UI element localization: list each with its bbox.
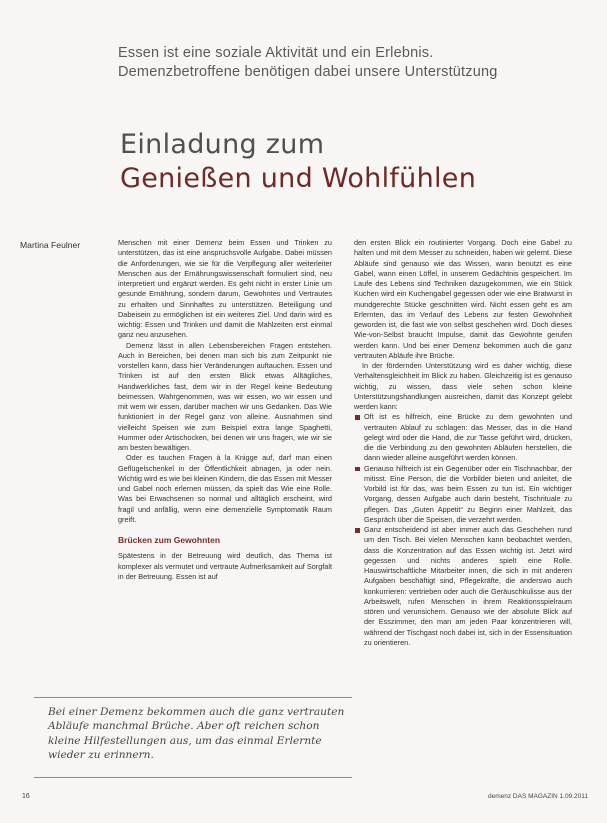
subheading: Brücken zum Gewohnten <box>118 535 221 545</box>
bullet-item: Oft ist es hilfreich, eine Brücke zu dem gewohnten und vertrauten Ablauf zu schlagen: das Messer, das in die Hand gelegt wird oder die Hand, die zur Tasse geführt wird, drücken, die die Verbindung zu den gewohnten Abläufen herstellen, die dann wieder alleine ausgeführt werden können. <box>354 412 572 463</box>
paragraph: Menschen mit einer Demenz beim Essen und Trinken zu unterstützen, das ist eine anspruchsvolle Aufgabe. Dabei müssen die Anforderungen, wie sie für die Verpflegung aller weiterleiter Menschen aus der Ernährungswissenschaft formuliert sind, neu interpretiert und ergänzt werden. Es geht nicht in erster Linie um gesunde Ernährung, sondern darum, Gewohntes und Vertrautes zu erhalten und Sinnhaftes zu unterstützen. Beteiligung und Dabeisein zu ermöglichen ist ein weiteres Ziel. Und darin wird es wichtig: Essen und Trinken und damit die Mahlzeiten erst einmal ganz neu anzusehen. <box>118 238 332 340</box>
paragraph: den ersten Blick ein routinierter Vorgang. Doch eine Gabel zu halten und mit dem Messer zu schneiden, haben wir gelernt. Diese Abläufe sind genauso wie das Wissen, wann benutzt es eine Gabel, wann einen Löffel, in unserem Gedächtnis gespeichert. Im Laufe des Lebens sind Techniken dazugekommen, wie ein Stück Kuchen wird ein Kuchengabel gegessen oder wie eine Bratwurst in mundgerechte Stücke geschnitten wird. Nicht essen geht es am Erlernten, das im Verlauf des Lebens zur festen Gewohnheit geworden ist, die fast wie von selbst geschehen wird. Doch dieses Wie-von-Selbst braucht Impulse, damit das Gewohnte gerufen werden kann. Und bei einer Demenz bekommen auch die ganz vertrauten Abläufe ihre Brüche. <box>354 238 572 360</box>
lead-line-1: Essen ist eine soziale Aktivität und ein Erlebnis. <box>118 45 434 61</box>
lead-text <box>118 44 558 82</box>
paragraph: Demenz lässt in allen Lebensbereichen Fragen entstehen. Auch in Bereichen, bei denen man sich bis zum Zeitpunkt nie vorstellen kann, dass hier Veränderungen auftauchen. Essen und Trinken ist auf den ersten Blick etwas Alltägliches, Handwerkliches fast, dem wir in der Regel keine Bedeutung beimessen. Wahrgenommen, was wir essen, wo wir essen und mit wem wir essen, darüber machen wir uns Gedanken. Das Wie funktioniert in der Regel ganz von alleine. Ausnahmen sind vielleicht Speisen wie zum Beispiel extra lange Spaghetti, Hummer oder Artischocken, bei denen wir uns fragen, wie wir sie am besten bewältigen. <box>118 340 332 452</box>
bullet-item: Ganz entscheidend ist aber immer auch das Geschehen rund um den Tisch. Bei vielen Menschen kann beobachtet werden, dass die Konzentration auf das Essen wichtig ist. Jetzt wird gegessen und nichts anderes spielt eine Rolle. Hauswirtschaftliche Mitarbeiter innen, die sich in mit anderen Aufgaben beschäftigt sind, Pflegekräfte, die anderswo auch konkurrieren: vertrieben oder auch die Geräuschkulisse aus der Arbeitswelt, rufen Menschen in ihrem Reaktionsspielraum stören und verunsichern. Genauso wie der absolute Blick auf der Esszimmer, den man am jeden Paar konzentrieren will, während der Tischgast noch dabei ist, sich in der Essensituation zu orientieren. <box>354 525 572 648</box>
title-line-1: Einladung zum <box>120 129 325 160</box>
title-line-2: Genießen und Wohlfühlen <box>120 163 477 194</box>
paragraph: Spätestens in der Betreuung wird deutlich, das Thema ist komplexer als vermutet und vertraute Aufmerksamkeit auf Sorgfalt in der Betreuung. Essen ist auf <box>118 551 332 581</box>
author-name: Martina Feulner <box>20 240 81 250</box>
article-column-1 <box>118 238 332 582</box>
lead-line-2: Demenzbetroffene benötigen dabei unsere Unterstützung <box>118 64 498 80</box>
bullet-list <box>354 412 572 648</box>
footer-imprint: demenz DAS MAGAZIN 1.09.2011 <box>488 793 588 800</box>
pull-quote-top-rule <box>34 697 352 698</box>
paragraph: In der fördernden Unterstützung wird es daher wichtig, diese Verhaltensgleichheit im Blick zu haben. Gleichzeitig ist es genauso wichtig, zu wissen, dass viele sehen schon kleine Unterstützungshandlungen ausreichen, damit das Konzept gelebt werden kann: <box>354 361 572 411</box>
pull-quote-bottom-rule <box>34 777 352 778</box>
page-number: 16 <box>22 793 30 800</box>
page-title <box>120 128 476 196</box>
paragraph: Oder es tauchen Fragen à la Knigge auf, darf man einen Geflügelschenkel in der Öffentlichkeit abnagen, ja oder nein. Wichtig wird es wie bei kleinen Kindern, die das Essen mit Messer und Gabel noch erlernen müssen, da spielt das Wie eine Rolle. Was bei Erwachsenen so normal und alltäglich erscheint, wird fragil und anfällig, wenn eine demenzielle Symptomatik Raum greift. <box>118 453 332 524</box>
article-column-2 <box>354 238 572 648</box>
pull-quote: Bei einer Demenz bekommen auch die ganz vertrauten Abläufe manchmal Brüche. Aber oft reichen schon kleine Hilfestellungen aus, um das einmal Erlernte wieder zu erinnern. <box>48 706 345 762</box>
bullet-item: Genauso hilfreich ist ein Gegenüber oder ein Tischnachbar, der mitisst. Eine Person, die die Vorbilder bieten und anleitet, die Vorbild ist für das, was beim Essen zu tun ist. Ein wichtiger Vorgang, dessen Aufgabe auch darin besteht, Tischrituale zu pflegen. Das „Guten Appetit“ zu Beginn einer Mahlzeit, das Gespräch über die Speisen, die verzehrt werden. <box>354 464 572 526</box>
